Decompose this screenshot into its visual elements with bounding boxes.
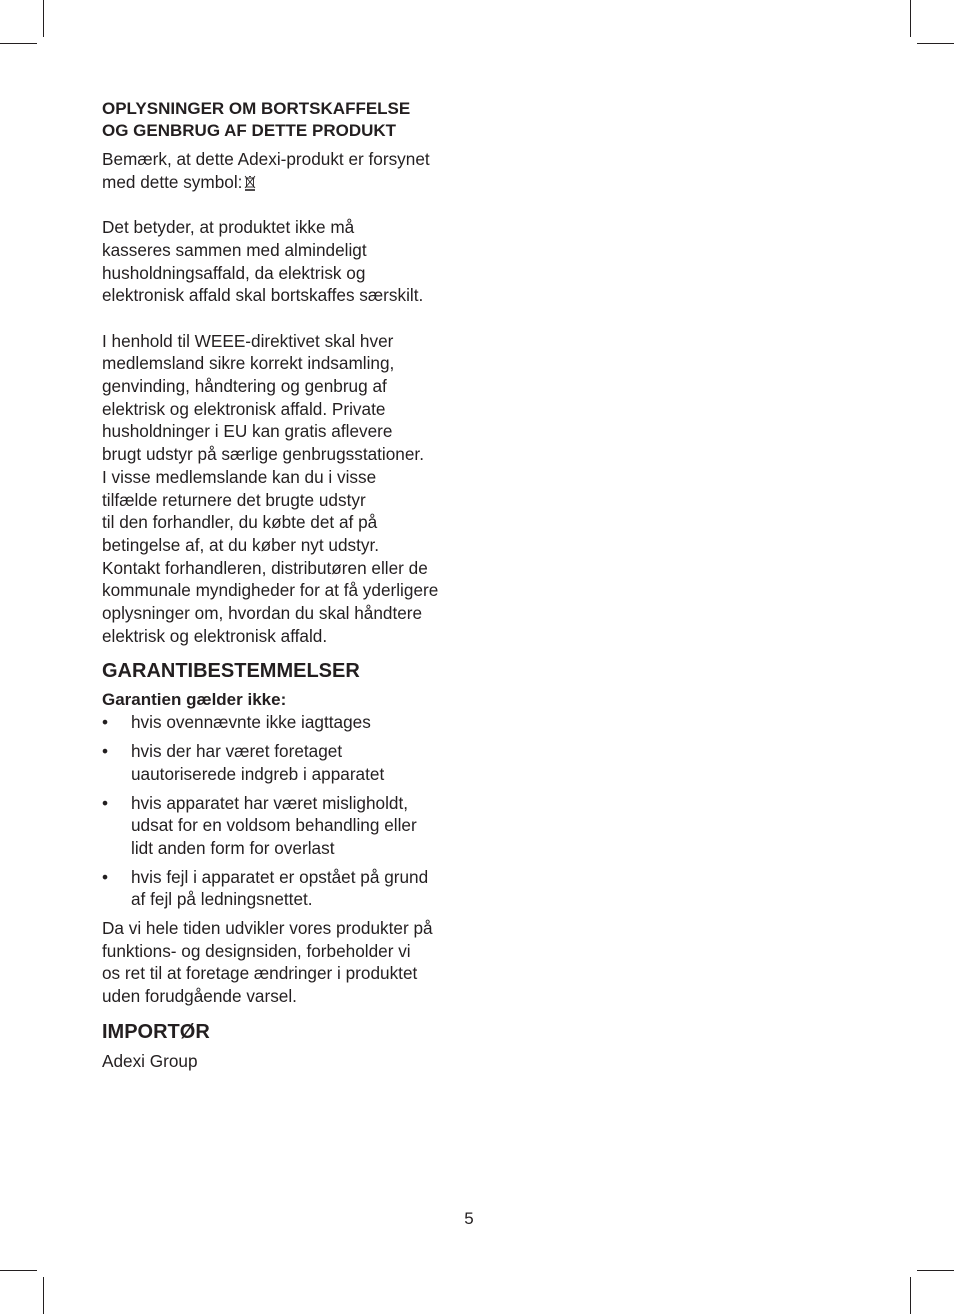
page-number: 5 [464, 1209, 474, 1228]
crop-mark-bottom-right-h [917, 1270, 954, 1271]
warranty-heading: GARANTIBESTEMMELSER [102, 660, 360, 683]
crop-mark-top-right-v [910, 0, 911, 37]
crop-mark-bottom-left-v [43, 1277, 44, 1314]
crop-mark-bottom-right-v [910, 1277, 911, 1314]
list-item [102, 792, 474, 860]
crossed-out-wheelie-bin-icon [244, 175, 256, 191]
bullet-glyph: • [102, 866, 109, 887]
disposal-paragraph-2: I henhold til WEEE-direktivet skal hver medlemsland sikre korrekt indsamling, genvinding, håndtering og genbrug af elektrisk og elektronisk affald. Private husholdninger i EU kan gratis aflevere brugt udstyr på særlige genbrugsstationer. I visse medlemslande kan du i visse tilfælde returnere det brugte udstyr til den forhandler, du købte det af på betingelse af, at du køber nyt udstyr. Kontakt forhandleren, distributøren eller de kommunale myndigheder for at få yderligere oplysninger om, hvordan du skal håndtere elektrisk og elektronisk affald. [102, 330, 439, 646]
list-item [102, 866, 474, 911]
disposal-title: OPLYSNINGER OM BORTSKAFFELSE OG GENBRUG AF DETTE PRODUKT [102, 99, 411, 140]
list-item-text: hvis fejl i apparatet er opstået på grund af fejl på ledningsnettet. [131, 866, 429, 910]
disposal-intro [102, 148, 474, 193]
list-item [102, 740, 474, 785]
warranty-exclusions-list [102, 711, 474, 911]
list-item-text: hvis der har været foretaget uautoriserede indgreb i apparatet [131, 741, 385, 784]
list-item [102, 711, 474, 734]
crop-mark-top-right-h [917, 43, 954, 44]
crop-mark-top-left-h [0, 43, 37, 44]
warranty-subheading: Garantien gælder ikke: [102, 690, 287, 710]
importer-heading: IMPORTØR [102, 1020, 210, 1043]
crop-mark-top-left-v [43, 0, 44, 37]
text-column [102, 98, 474, 1073]
list-item-text: hvis ovennævnte ikke iagttages [131, 712, 371, 733]
list-item-text: hvis apparatet har været misligholdt, udsat for en voldsom behandling eller lidt anden form for overlast [131, 792, 417, 858]
bullet-glyph: • [102, 741, 109, 762]
warranty-note: Da vi hele tiden udvikler vores produkter på funktions- og designsiden, forbeholder vi os ret til at foretage ændringer i produktet uden forudgående varsel. [102, 918, 433, 1007]
bullet-glyph: • [102, 792, 109, 813]
crop-mark-bottom-left-h [0, 1270, 37, 1271]
bullet-glyph: • [102, 712, 109, 733]
disposal-intro-text: Bemærk, at dette Adexi-produkt er forsynet med dette symbol: [102, 149, 430, 192]
disposal-paragraph-1: Det betyder, at produktet ikke må kasseres sammen med almindeligt husholdningsaffald, da elektrisk og elektronisk affald skal bortskaffes særskilt. [102, 217, 424, 306]
importer-name: Adexi Group [102, 1050, 198, 1071]
